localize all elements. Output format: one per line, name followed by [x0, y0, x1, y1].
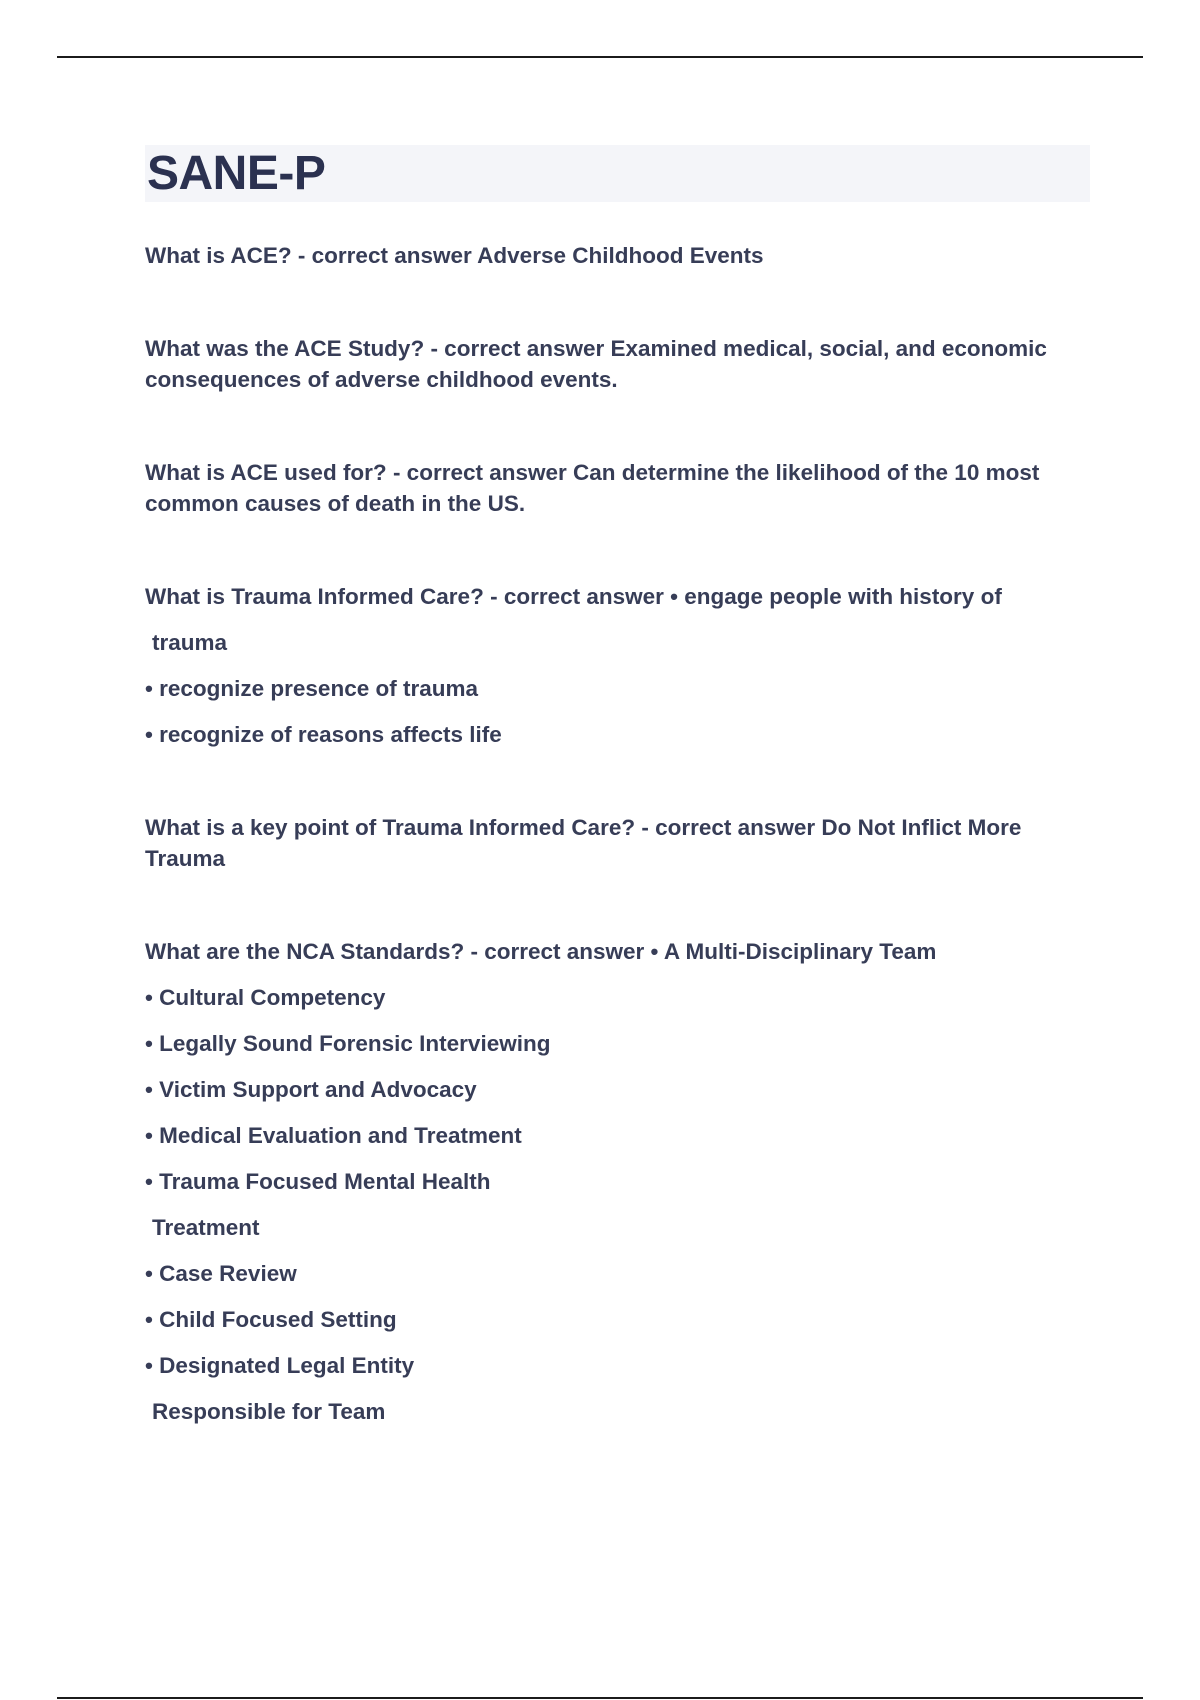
qa-item	[145, 581, 1090, 750]
answer-continuation: Treatment	[152, 1215, 260, 1240]
answer-separator: - correct answer	[483, 584, 671, 609]
answer-bullet: • recognize presence of trauma	[145, 676, 478, 701]
answer-bullet: • Medical Evaluation and Treatment	[145, 1123, 522, 1148]
question: What was the ACE Study?	[145, 336, 425, 361]
answer-separator: - correct answer	[635, 815, 822, 840]
answer-bullet: • Legally Sound Forensic Interviewing	[145, 1031, 551, 1056]
answer-separator: - correct answer	[386, 460, 574, 485]
qa-item	[145, 812, 1090, 874]
answer: Do Not Inflict More Trauma	[145, 815, 1022, 871]
answer-bullet: • Child Focused Setting	[145, 1307, 397, 1332]
document-content	[145, 145, 1090, 1427]
qa-item	[145, 240, 1090, 271]
answer: • A Multi-Disciplinary Team	[650, 939, 937, 964]
answer: Adverse Childhood Events	[477, 243, 764, 268]
answer-bullet: • Designated Legal Entity	[145, 1353, 415, 1378]
title-banner	[145, 145, 1090, 202]
question: What is a key point of Trauma Informed Care?	[145, 815, 636, 840]
answer-bullet: • Cultural Competency	[145, 985, 386, 1010]
answer-separator: - correct answer	[464, 939, 651, 964]
question: What are the NCA Standards?	[145, 939, 465, 964]
question: What is ACE?	[145, 243, 292, 268]
document-title: SANE-P	[147, 147, 326, 200]
answer-bullet: • recognize of reasons affects life	[145, 722, 502, 747]
answer-bullet: • Victim Support and Advocacy	[145, 1077, 477, 1102]
qa-item	[145, 936, 1090, 1427]
answer-continuation: Responsible for Team	[152, 1399, 386, 1424]
top-rule	[57, 56, 1143, 58]
answer-continuation: trauma	[152, 630, 228, 655]
question: What is ACE used for?	[145, 460, 387, 485]
answer-bullet: • Case Review	[145, 1261, 297, 1286]
answer-separator: - correct answer	[291, 243, 478, 268]
qa-item	[145, 333, 1090, 395]
qa-item	[145, 457, 1090, 519]
answer-bullet: • Trauma Focused Mental Health	[145, 1169, 491, 1194]
answer: Examined medical, social, and economic consequences of adverse childhood events.	[145, 336, 1047, 392]
answer-separator: - correct answer	[424, 336, 611, 361]
bottom-rule	[57, 1697, 1143, 1699]
answer: • engage people with history of	[670, 584, 1002, 609]
answer: Can determine the likelihood of the 10 most common causes of death in the US.	[145, 460, 1040, 516]
question: What is Trauma Informed Care?	[145, 584, 484, 609]
